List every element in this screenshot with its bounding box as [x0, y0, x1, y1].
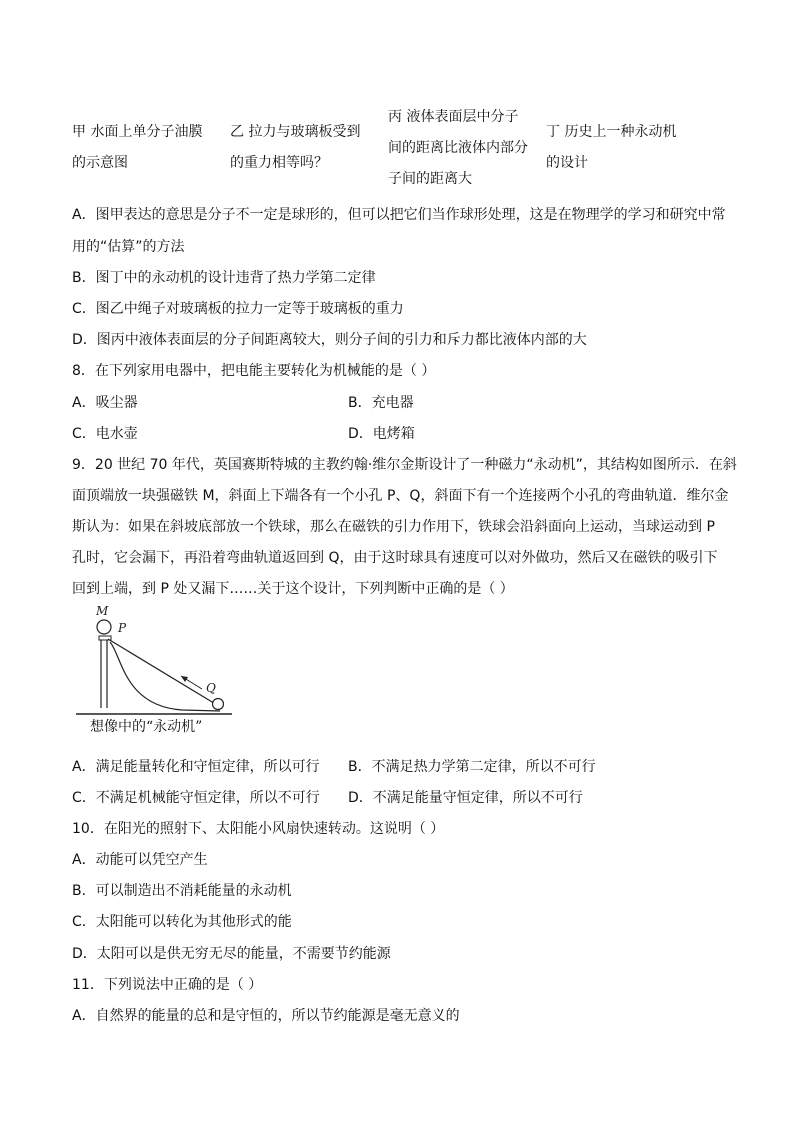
q7-option-b: B．图丁中的永动机的设计违背了热力学第二定律	[72, 270, 376, 286]
magnet-ball	[97, 620, 111, 634]
arrow-head	[181, 676, 188, 682]
q7-option-a-line2: 用的“估算”的方法	[72, 239, 185, 255]
caption-bing-line3: 子间的距离大	[388, 171, 472, 187]
q7-option-d: D．图丙中液体表面层的分子间距离较大，则分子间的引力和斥力都比液体内部的大	[72, 332, 587, 348]
q7-option-a-line1: A．图甲表达的意思是分子不一定是球形的，但可以把它们当作球形处理，这是在物理学的学习和研究中常	[72, 207, 726, 223]
caption-jia-line2: 的示意图	[72, 155, 128, 171]
q8-option-a: A．吸尘器	[72, 395, 138, 411]
q8-stem: 8．在下列家用电器中，把电能主要转化为机械能的是（ ）	[72, 363, 436, 379]
q9-stem-line4: 孔时，它会漏下，再沿着弯曲轨道返回到 Q，由于这时球具有速度可以对外做功，然后又在磁铁的吸引下	[72, 550, 718, 566]
q11-stem: 11．下列说法中正确的是（ ）	[72, 977, 263, 993]
q11-option-a: A．自然界的能量的总和是守恒的，所以节约能源是毫无意义的	[72, 1008, 460, 1024]
caption-bing-line2: 间的距离比液体内部分	[388, 140, 528, 156]
caption-jia-line1: 甲 水面上单分子油膜	[72, 124, 203, 140]
iron-ball	[213, 699, 224, 710]
caption-ding	[546, 117, 676, 179]
q8-option-b: B．充电器	[348, 395, 414, 411]
label-m: M	[96, 604, 109, 618]
q9-option-b: B．不满足热力学第二定律，所以不可行	[348, 759, 596, 775]
curved-track	[110, 642, 220, 711]
caption-yi	[230, 117, 360, 179]
q9-stem-line3: 斯认为：如果在斜坡底部放一个铁球，那么在磁铁的引力作用下，铁球会沿斜面向上运动，当球运动到 P	[72, 519, 715, 535]
caption-jia	[72, 117, 202, 179]
q9-option-a: A．满足能量转化和守恒定律，所以可行	[72, 759, 320, 775]
q10-stem: 10．在阳光的照射下、太阳能小风扇快速转动。这说明（ ）	[72, 821, 445, 837]
q9-stem-line2: 面顶端放一块强磁铁 M，斜面上下端各有一个小孔 P、Q，斜面下有一个连接两个小孔的弯曲轨道．维尔金	[72, 488, 729, 504]
q10-option-d: D．太阳可以是供无穷无尽的能量，不需要节约能源	[72, 946, 391, 962]
q9-stem-line1: 9．20 世纪 70 年代，英国赛斯特城的主教约翰·维尔金斯设计了一种磁力“永动机”，其结构如图所示．在斜	[72, 457, 737, 473]
q10-option-b: B．可以制造出不消耗能量的永动机	[72, 883, 292, 899]
figure-caption: 想像中的“永动机”	[90, 719, 203, 735]
q9-option-c: C．不满足机械能守恒定律，所以不可行	[72, 790, 320, 806]
q10-option-c: C．太阳能可以转化为其他形式的能	[72, 914, 292, 930]
caption-yi-line1: 乙 拉力与玻璃板受到	[230, 124, 361, 140]
q9-stem-line5: 回到上端，到 P 处又漏下……关于这个设计，下列判断中正确的是（ ）	[72, 581, 514, 597]
caption-bing	[388, 102, 528, 195]
caption-ding-line2: 的设计	[546, 155, 588, 171]
q10-option-a: A．动能可以凭空产生	[72, 852, 208, 868]
caption-bing-line1: 丙 液体表面层中分子	[388, 109, 519, 125]
label-q: Q	[206, 681, 216, 695]
q8-option-c: C．电水壶	[72, 426, 138, 442]
q7-option-c: C．图乙中绳子对玻璃板的拉力一定等于玻璃板的重力	[72, 301, 404, 317]
caption-yi-line2: 的重力相等吗？	[230, 155, 328, 171]
q8-option-d: D．电烤箱	[348, 426, 415, 442]
label-p: P	[118, 621, 127, 635]
q9-option-d: D．不满足能量守恒定律，所以不可行	[348, 790, 583, 806]
caption-ding-line1: 丁 历史上一种永动机	[546, 124, 677, 140]
